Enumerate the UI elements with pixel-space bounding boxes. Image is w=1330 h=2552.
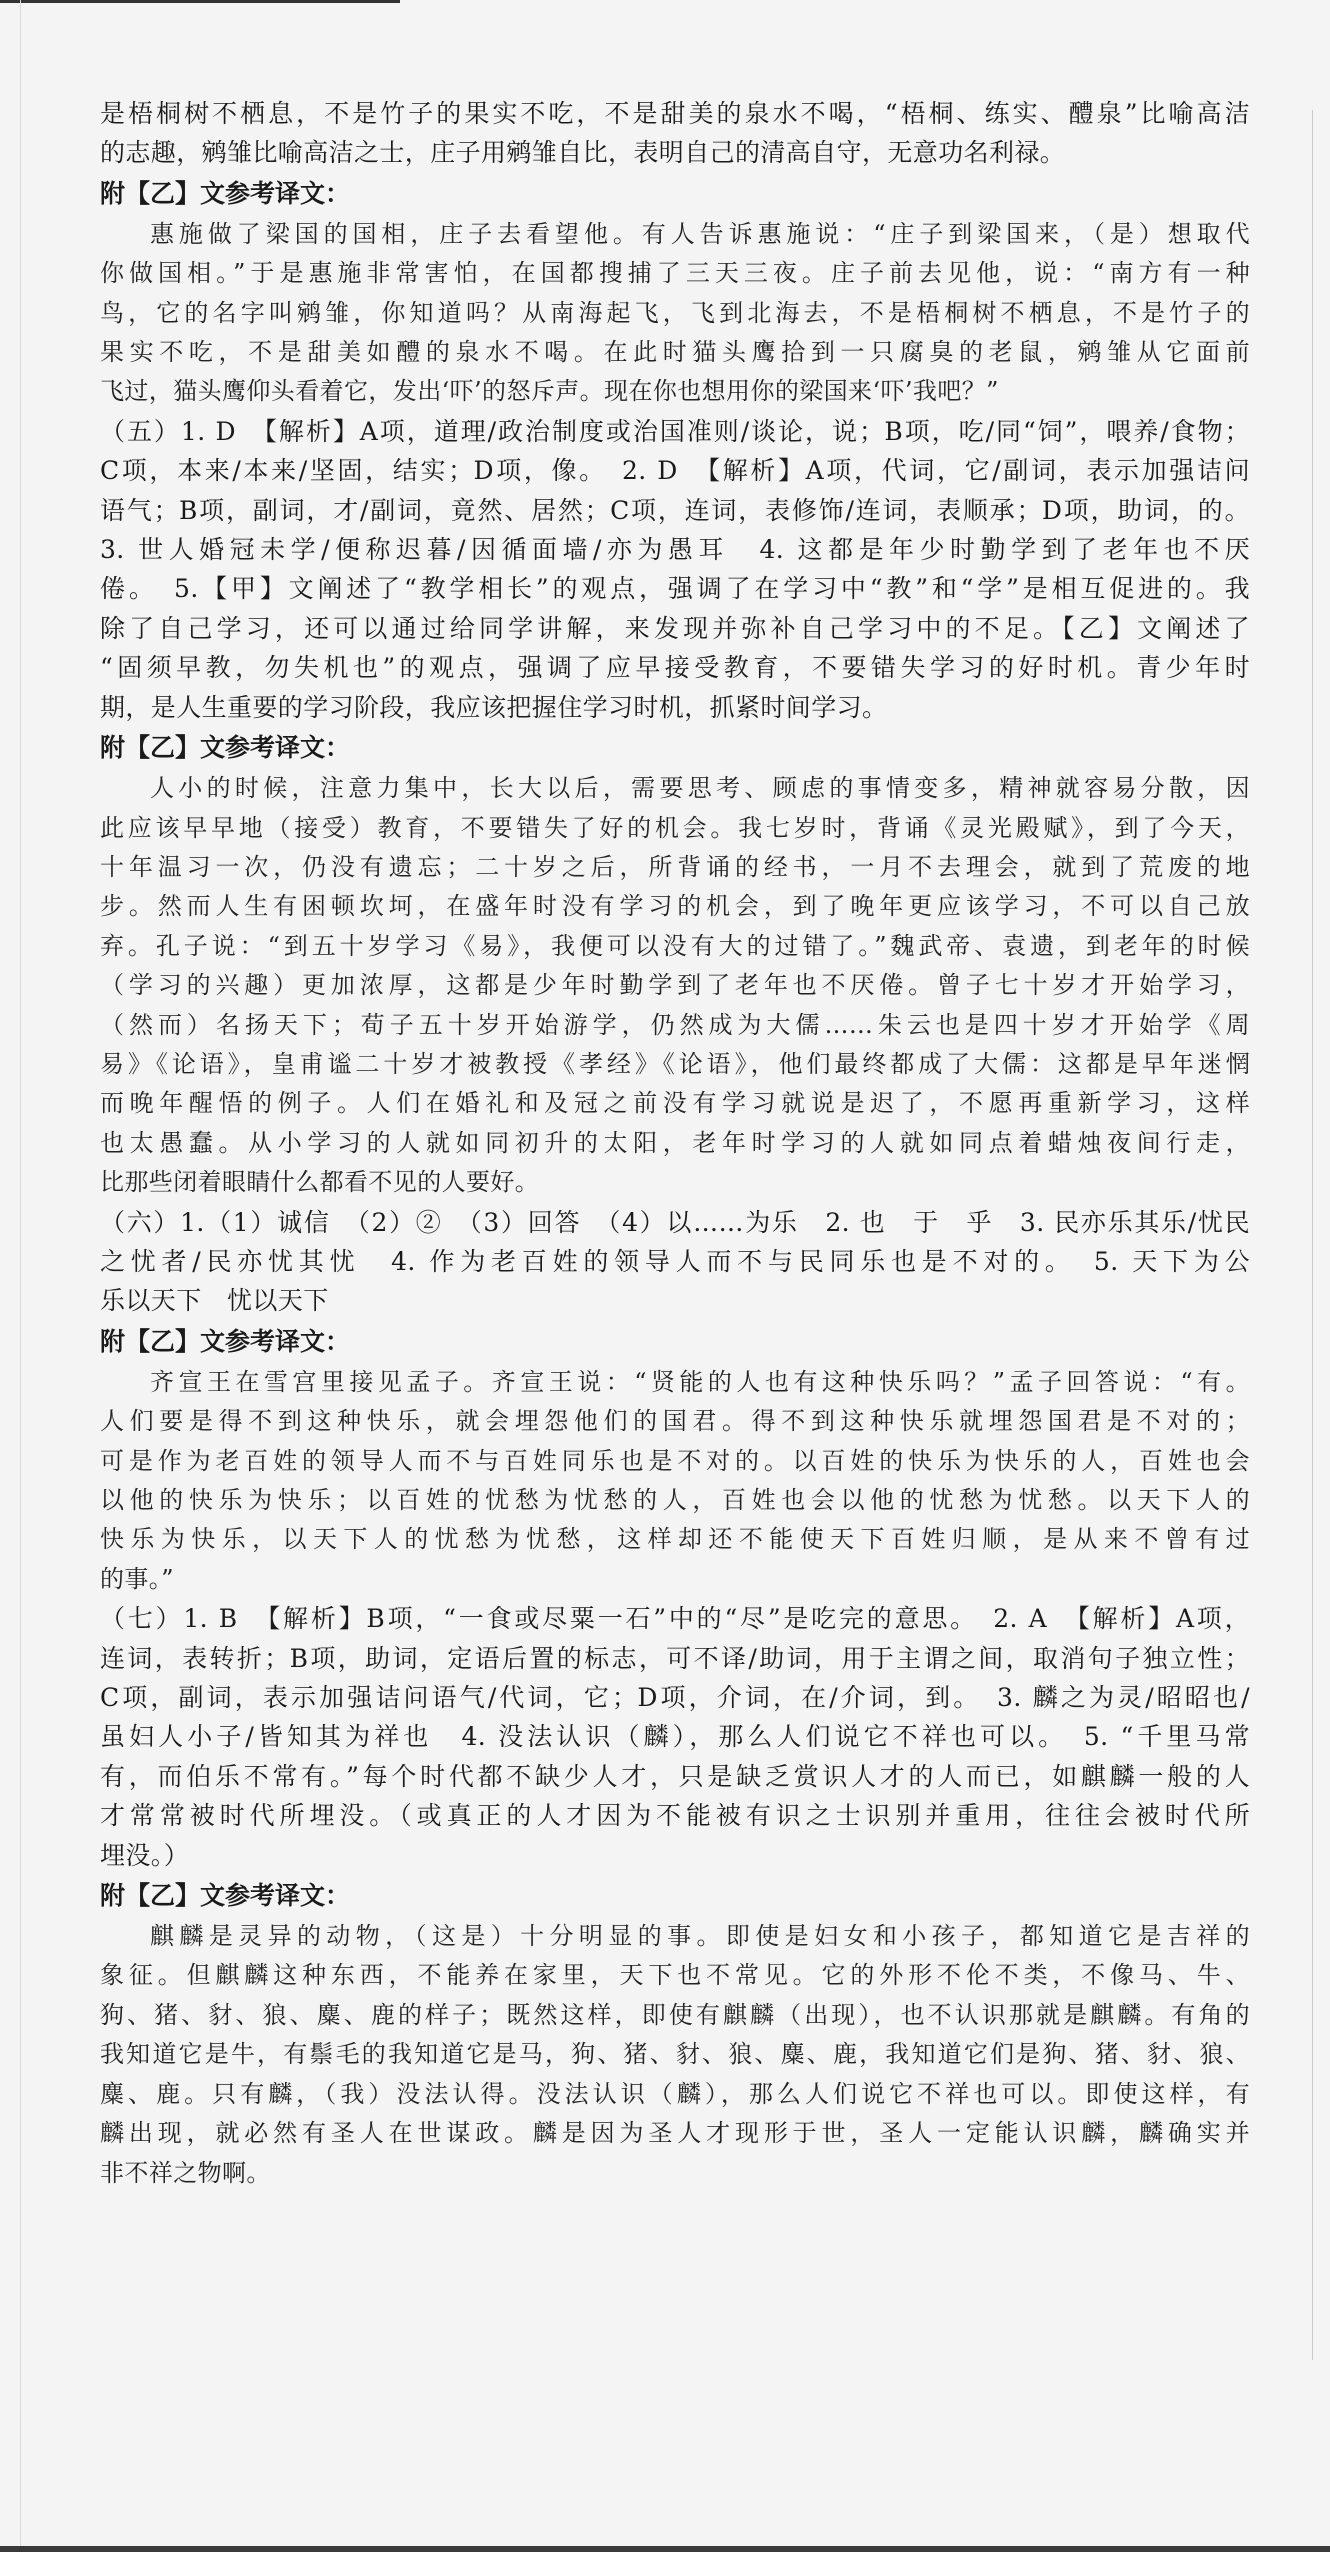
top-edge-bar [0,0,400,3]
translation-paragraph [100,215,1250,412]
section-heading: 附【乙】文参考译文： [100,178,351,208]
text-line: 麟出现，就必然有圣人在世谋政。麟是因为圣人才现形于世，圣人一定能认识麟，麟确实并 [100,2119,1250,2148]
text-line: 象征。但麒麟这种东西，不能养在家里，天下也不常见。它的外形不伦不类，不像马、牛、 [100,1961,1250,1990]
intro-paragraph [100,94,1250,173]
text-line: 的志趣，鹓雏比喻高洁之士，庄子用鹓雏自比，表明自己的清高自守，无意功名利禄。 [100,138,1066,168]
text-line: 埋没。） [100,1840,190,1870]
section-heading: 附【乙】文参考译文： [100,1881,351,1911]
translation-paragraph [100,769,1250,1202]
text-line: 步。然而人生有困顿坎坷，在盛年时没有学习的机会，到了晚年更应该学习，不可以自己放 [100,892,1250,921]
text-line: C项，副词，表示加强诘问语气/代词，它；D项，介词，在/介词，到。 3. 麟之为灵/昭昭也/ [100,1683,1250,1713]
text-line: 比那些闭着眼睛什么都看不见的人要好。 [100,1168,540,1197]
text-line: 非不祥之物啊。 [100,2158,271,2187]
text-line: 期，是人生重要的学习阶段，我应该把握住学习时机，抓紧时间学习。 [100,692,888,722]
text-line: （学习的兴趣）更加浓厚，这都是少年时勤学到了老年也不厌倦。曾子七十岁才开始学习， [100,971,1250,1000]
text-line: 而晚年醒悟的例子。人们在婚礼和及冠之前没有学习就说是迟了，不愿再重新学习，这样 [100,1089,1250,1118]
text-line: 弃。孔子说：“到五十岁学习《易》，我便可以没有大的过错了。”魏武帝、袁遗，到老年的时候 [100,931,1250,960]
translation-paragraph [100,1917,1250,2193]
text-line: C项，本来/本来/坚固，结实；D项，像。 2. D 【解析】A项，代词，它/副词，表示加强诘问 [100,456,1250,486]
text-line: （六）1.（1）诚信 （2）② （3）回答 （4）以……为乐 2. 也 于 乎 3. 民亦乐其乐/忧民 [100,1207,1250,1237]
bottom-edge-bar [0,2546,1330,2552]
section-heading: 附【乙】文参考译文： [100,1326,351,1356]
text-line: 果实不吃，不是甜美如醴的泉水不喝。在此时猫头鹰拾到一只腐臭的老鼠，鹓雏从它面前 [100,338,1250,367]
text-line: 虽妇人小子/皆知其为祥也 4. 没法认识（麟），那么人们说它不祥也可以。 5. “千里马常 [100,1722,1250,1752]
text-line: 麒麟是灵异的动物，（这是）十分明显的事。即使是妇女和小孩子，都知道它是吉祥的 [150,1922,1250,1951]
text-line: 之忧者/民亦忧其忧 4. 作为老百姓的领导人而不与民同乐也是不对的。 5. 天下为公 [100,1246,1250,1276]
text-line: 狗、猪、豺、狼、麋、鹿的样子；既然这样，即使有麒麟（出现），也不认识那就是麒麟。有角的 [100,2000,1250,2029]
text-line: （然而）名扬天下；荀子五十岁开始游学，仍然成为大儒……朱云也是四十岁才开始学《周 [100,1010,1250,1039]
translation-paragraph [100,1363,1250,1599]
text-line: 十年温习一次，仍没有遗忘；二十岁之后，所背诵的经书，一月不去理会，就到了荒废的地 [100,852,1250,881]
text-line: 齐宣王在雪宫里接见孟子。齐宣王说：“贤能的人也有这种快乐吗？”孟子回答说：“有。 [150,1367,1250,1396]
text-line: 鸟，它的名字叫鹓雏，你知道吗？从南海起飞，飞到北海去，不是梧桐树不栖息，不是竹子的 [100,298,1250,327]
right-margin-line [1312,110,1313,2360]
text-line: 倦。 5.【甲】文阐述了“教学相长”的观点，强调了在学习中“教”和“学”是相互促进的。我 [100,574,1250,604]
text-line: 连词，表转折；B项，助词，定语后置的标志，可不译/助词，用于主谓之间，取消句子独立性； [100,1643,1250,1673]
text-line: 也太愚蠢。从小学习的人就如同初升的太阳，老年时学习的人就如同点着蜡烛夜间行走， [100,1128,1250,1157]
text-line: （五）1. D 【解析】A项，道理/政治制度或治国准则/谈论，说；B项，吃/同“饲”，喂养/食物； [100,416,1251,446]
text-line: （七）1. B 【解析】B项，“一食或尽粟一石”中的“尽”是吃完的意思。 2. A 【解析】A项， [100,1604,1250,1634]
text-line: 惠施做了梁国的国相，庄子去看望他。有人告诉惠施说：“庄子到梁国来，（是）想取代 [150,219,1250,248]
text-line: 乐以天下 忧以天下 [100,1286,329,1316]
text-line: 有，而伯乐不常有。”每个时代都不缺少人才，只是缺乏赏识人才的人而已，如麒麟一般的人 [100,1761,1250,1791]
answer-block [100,1203,1250,1321]
section-heading: 附【乙】文参考译文： [100,733,351,763]
text-line: “固须早教，勿失机也”的观点，强调了应早接受教育，不要错失学习的好时机。青少年时 [100,653,1250,683]
text-line: 可是作为老百姓的领导人而不与百姓同乐也是不对的。以百姓的快乐为快乐的人，百姓也会 [100,1446,1250,1475]
text-line: 你做国相。”于是惠施非常害怕，在国都搜捕了三天三夜。庄子前去见他，说：“南方有一种 [100,259,1250,288]
text-line: 此应该早早地（接受）教育，不要错失了好的机会。我七岁时，背诵《灵光殿赋》，到了今天， [100,813,1250,842]
text-line: 的事。” [100,1564,174,1593]
text-line: 飞过，猫头鹰仰头看着它，发出‘吓’的怒斥声。现在你也想用你的梁国来‘吓’我吧？” [100,377,999,406]
text-line: 人小的时候，注意力集中，长大以后，需要思考、顾虑的事情变多，精神就容易分散，因 [150,774,1250,803]
text-line: 快乐为快乐，以天下人的忧愁为忧愁，这样却还不能使天下百姓归顺，是从来不曾有过 [100,1525,1250,1554]
text-line: 是梧桐树不栖息，不是竹子的果实不吃，不是甜美的泉水不喝，“梧桐、练实、醴泉”比喻高洁 [100,99,1250,128]
text-line: 语气；B项，副词，才/副词，竟然、居然；C项，连词，表修饰/连词，表顺承；D项，助词，的。 [100,495,1250,525]
document-body [100,94,1250,2193]
answer-block [100,412,1250,727]
text-line: 易》《论语》，皇甫谧二十岁才被教授《孝经》《论语》，他们最终都成了大儒：这都是早年迷惘 [100,1049,1250,1078]
text-line: 3. 世人婚冠未学/便称迟暮/因循面墙/亦为愚耳 4. 这都是年少时勤学到了老年也不厌 [100,535,1250,565]
text-line: 我知道它是牛，有鬃毛的我知道它是马，狗、猪、豺、狼、麋、鹿，我知道它们是狗、猪、豺、狼、 [100,2040,1250,2069]
text-line: 才常常被时代所埋没。（或真正的人才因为不能被有识之士识别并重用，往往会被时代所 [100,1801,1250,1831]
text-line: 以他的快乐为快乐；以百姓的忧愁为忧愁的人，百姓也会以他的忧愁为忧愁。以天下人的 [100,1486,1250,1514]
text-line: 人们要是得不到这种快乐，就会埋怨他们的国君。得不到这种快乐就埋怨国君是不对的； [100,1407,1250,1436]
text-line: 除了自己学习，还可以通过给同学讲解，来发现并弥补自己学习中的不足。【乙】文阐述了 [100,613,1250,643]
left-margin-line [20,0,21,2552]
text-line: 麋、鹿。只有麟，（我）没法认得。没法认识（麟），那么人们说它不祥也可以。即使这样，有 [100,2079,1250,2108]
answer-block [100,1599,1250,1875]
